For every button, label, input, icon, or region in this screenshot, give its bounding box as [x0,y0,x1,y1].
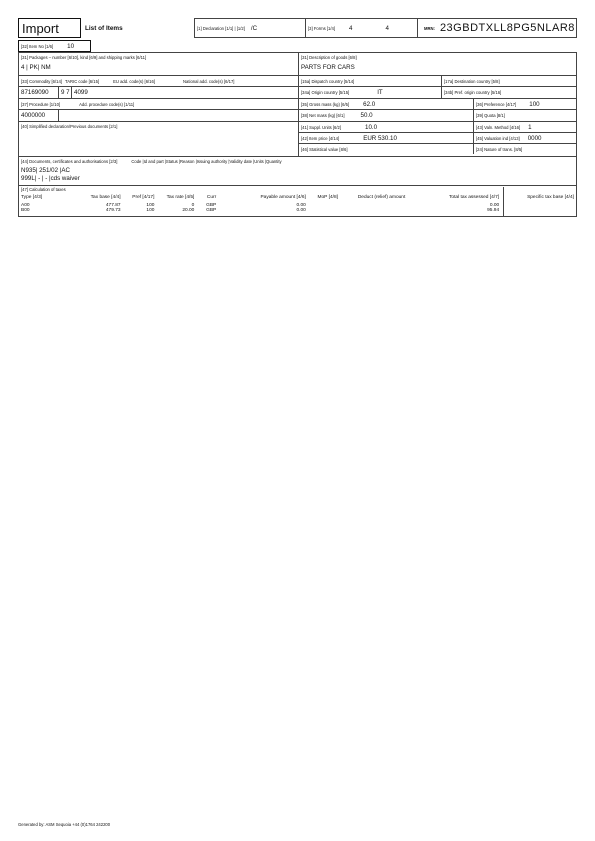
document-line: N935| 251/02 |AC [21,167,70,174]
net-mass-label: [38] Net mass (kg) [6/1] [301,113,345,118]
description-value: PARTS FOR CARS [301,64,355,71]
tax-cell: 100 [146,203,155,208]
suppl-units-label: [41] Suppl. Units [6/2] [301,124,342,130]
tax-cell: 0.00 [296,208,306,213]
packages-label: [31] Packages – number [6/10], kind [6/9] and shipping marks [6/11] [21,55,147,60]
documents-columns-label: Code |Id and part |Status |Reason |Issuing authority |Validity date |Units |Quantity [131,159,282,164]
suppl-units-cell [299,122,474,132]
units-row-3 [299,144,576,154]
origin-value: IT [377,89,383,96]
tax-cell: B00 [21,208,30,213]
valuation-ind-label: [45] Valuation ind [4/13] [476,135,520,141]
suppl-units-value: 10.0 [365,123,378,131]
eu-code-label: EU add. code(s) [6/16] [113,78,156,84]
taxes-header: MoP [4/8] [317,195,338,200]
taxes-header: Tax rate [4/5] [166,195,195,200]
packages-value: 4 | PK| NM [21,64,51,71]
item-price-value: EUR 530.10 [363,134,397,142]
tax-cell [501,208,576,213]
valuation-ind-cell [474,133,576,143]
footer-text: Generated by: ASM Sequoia +44 (0)1764 242200 [18,822,111,827]
country-cell [299,76,576,98]
item-no-label: [32] Item No [1/6] [21,43,54,49]
valuation-ind-value: 0000 [527,134,542,142]
preference-cell [474,99,576,109]
taxes-header: Curr [206,195,217,200]
country-row-2 [299,87,576,98]
declaration-label: [1] Declaration [1/1] | [1/2] [197,25,245,31]
tax-cell: 479.73 [105,208,121,213]
table-row [19,208,576,213]
item-price-label: [42] Item price [4/14] [301,135,340,141]
add-procedure-label: Add. procedure code(s) [1/11] [79,101,135,107]
forms-value-1: 4 [349,24,353,32]
pref-origin-cell [442,87,576,98]
taxes-table [19,195,576,213]
commodity-code: 87169090 [19,87,59,98]
item-price-cell [299,133,474,143]
forms-label: [3] Forms [1/4] [308,25,335,31]
gross-mass-cell [299,99,474,109]
eu-code: 4099 [74,89,88,96]
document-line: 999L| - | - |cds waiver [21,175,80,182]
taxes-cell [19,187,576,213]
mrn-value: 23GBDTXLL8PG5NLAR8 [439,22,575,34]
item-no-value: 10 [67,42,75,50]
origin-label: [34a] Origin country [5/15] [301,90,350,95]
forms-value-2: 4 [385,24,389,32]
dispatch-label: [15a] Dispatch country [5/14] [301,78,355,84]
tax-cell: 0.00 [489,203,500,208]
valn-method-label: [43] Valn. Method [4/16] [476,124,521,130]
tax-cell: GBP [206,203,217,208]
national-code-label: National add. code(s) [6/17] [183,78,235,84]
tax-cell: 477.87 [105,203,121,208]
destination-cell [442,76,576,86]
procedure-value: 4000000 [19,110,59,121]
tax-cell: 0.00 [296,203,306,208]
tax-cell [308,208,348,213]
valn-method-value: 1 [528,123,532,131]
item-no-box [18,40,91,52]
mass-cell [299,99,576,121]
taxes-header-row [19,195,576,200]
taric-code: 9 7 [59,87,72,98]
units-cell [299,122,576,156]
commodity-row [18,76,577,99]
quota-label: [39] Quota [8/1] [476,113,505,118]
tax-cell [348,208,416,213]
packages-cell [19,53,299,75]
procedure-values [19,110,298,121]
pref-origin-label: [34b] Pref. origin country [5/16] [444,90,502,95]
statistical-label: [46] Statistical value [8/6] [301,146,348,152]
procedure-cell [19,99,299,121]
taxes-header: Type [4/3] [21,195,43,200]
taxes-row [18,186,577,217]
import-title: Import [18,18,81,38]
declaration-value: /C [250,24,258,32]
commodity-labels [19,76,298,87]
simplified-label: [40] Simplified declaration/Previous documents [2/1] [21,124,118,129]
taxes-header: Tax base [4/4] [90,195,121,200]
procedure-label: [37] Procedure [1/10] [21,101,61,107]
tax-cell: 20.00 [182,208,195,213]
simplified-row [18,122,577,157]
tax-cell: 0 [191,203,195,208]
mass-row-1 [299,99,576,110]
taxes-header: Specific tax base [4/4] [527,195,574,200]
procedure-labels [19,99,298,110]
tax-cell: A00 [21,203,30,208]
units-row-2 [299,133,576,144]
mrn-box [417,18,577,38]
description-label: [31] Description of goods [6/8] [301,55,357,60]
units-row-1 [299,122,576,133]
country-row-1 [299,76,576,87]
nature-cell [474,144,576,154]
origin-cell [299,87,442,98]
declaration-box [194,18,306,38]
list-title: List of Items [85,24,123,32]
header-row [18,18,577,38]
dispatch-cell [299,76,442,86]
taric-label: TARIC code [6/15] [64,78,100,84]
valn-method-cell [474,122,576,132]
mrn-label: MRN: [424,25,435,31]
tax-cell: 95.94 [487,208,500,213]
declaration-form [18,18,577,217]
preference-value: 100 [529,100,540,108]
gross-mass-value: 62.0 [363,100,376,108]
net-mass-value: 50.0 [360,112,373,119]
documents-label: [44] Documents, certificates and authorisations [2/3] [21,159,118,164]
destination-label: [17a] Destination country [5/8] [444,78,500,84]
quota-cell [474,110,576,121]
taxes-divider [503,187,504,216]
taxes-label: [47] Calculation of taxes [21,187,66,192]
packages-row [18,52,577,76]
net-mass-cell [299,110,474,121]
taxes-header: Pref [4/17] [132,195,155,200]
nature-label: [24] Nature of trans. [8/5] [476,146,523,152]
forms-box [306,18,417,38]
preference-label: [36] Preference [4/17] [476,101,517,107]
documents-labels [21,159,574,164]
gross-mass-label: [35] Gross mass (kg) [6/5] [301,101,350,107]
simplified-cell [19,122,299,156]
description-cell [299,53,576,75]
statistical-cell [299,144,474,154]
commodity-label: [33] Commodity [6/14] [21,78,62,84]
mass-row-2 [299,110,576,121]
taxes-header: Total tax assessed [4/7] [449,195,500,200]
procedure-row [18,99,577,122]
commodity-cell [19,76,299,98]
taxes-header: Payable amount [4/6] [260,195,306,200]
documents-row [18,157,577,186]
tax-cell: 100 [146,208,155,213]
taxes-header: Deduct (relief) amount [357,195,406,200]
commodity-values [19,87,298,98]
tax-cell: GBP [206,208,217,213]
